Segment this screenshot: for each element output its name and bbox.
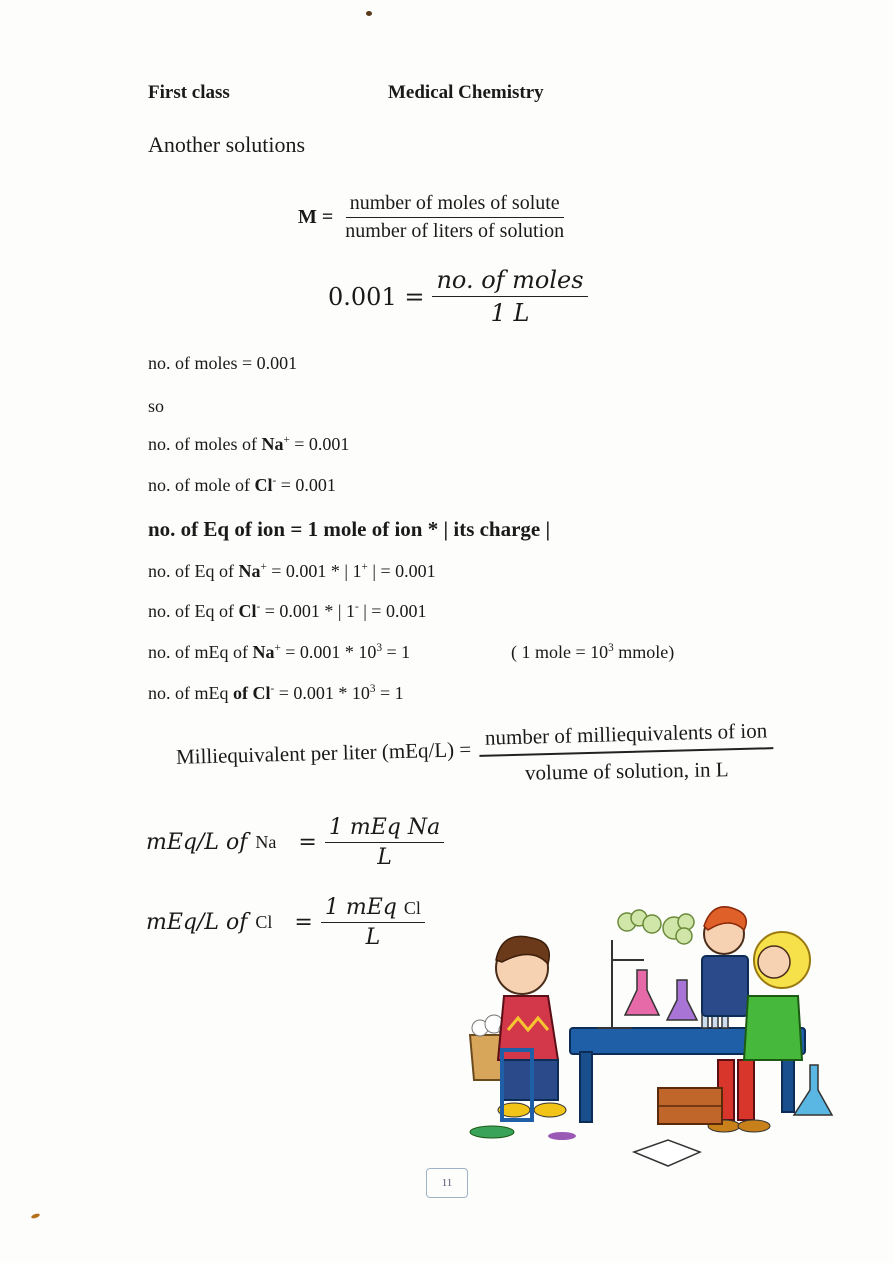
meq-per-liter-lhs: Milliequivalent per liter (mEq/L) = (175, 736, 472, 769)
scan-speck (31, 1213, 41, 1220)
na-eq-charge: + (260, 561, 267, 573)
molarity-denominator: number of liters of solution (345, 220, 565, 242)
na-meq-text: no. of mEq of (148, 642, 253, 662)
na-meq-per-liter (146, 815, 444, 870)
page-number: 11 (426, 1168, 468, 1198)
header-subject: Medical Chemistry (388, 82, 544, 103)
na-meq-result: = 1 (382, 642, 411, 662)
na-eq-result: | = 0.001 (367, 561, 436, 581)
cl-formula-numerator-ion: Cl (403, 898, 421, 918)
cl-formula-lhs: mEq/L of (146, 910, 248, 935)
note-unit: mmole) (613, 642, 675, 662)
cl-eq-line (148, 601, 426, 622)
na-formula-numerator: 1 mEq Na (325, 815, 444, 843)
cl-formula-fraction (321, 895, 425, 950)
scan-speck (366, 11, 372, 16)
na-formula-ion: Na (255, 832, 277, 852)
floor-items (470, 1126, 700, 1166)
moles-line: no. of moles = 0.001 (148, 353, 298, 373)
na-eq-ion: Na (238, 561, 261, 581)
cl-meq-text: no. of mEq (148, 683, 233, 703)
cl-meq-ion: Cl (252, 683, 271, 703)
na-formula-equals: = (298, 830, 317, 855)
na-meq-line (148, 642, 410, 663)
wooden-crate (658, 1088, 722, 1124)
calc-denominator: 1 L (490, 299, 530, 327)
na-eq-text: no. of Eq of (148, 561, 239, 581)
cl-eq-result: | = 0.001 (358, 601, 427, 621)
girl-blonde (744, 932, 810, 1060)
na-formula-denominator: L (377, 845, 392, 870)
meq-per-liter-denominator: volume of solution, in L (524, 757, 729, 785)
cl-formula-numerator (321, 895, 425, 923)
na-eq-line (148, 561, 436, 582)
na-meq-exp: 3 (376, 642, 383, 654)
molarity-fraction (341, 192, 568, 243)
cl-meq-charge: - (270, 683, 275, 695)
na-meq-charge: + (274, 642, 281, 654)
header-course: First class (148, 82, 230, 103)
cl-moles-value: = 0.001 (276, 475, 336, 495)
cl-formula-equals: = (294, 910, 313, 935)
cl-formula-ion: Cl (255, 912, 273, 932)
cl-meq-per-liter (146, 895, 425, 950)
na-meq-calc: = 0.001 * 10 (280, 642, 377, 662)
molarity-formula (298, 192, 568, 243)
cl-charge: - (272, 475, 277, 487)
cl-formula-denominator: L (365, 925, 381, 950)
mole-conversion-note (511, 642, 674, 663)
na-moles-value: = 0.001 (289, 434, 350, 454)
cl-meq-line (148, 683, 404, 704)
smoke-clouds (618, 910, 694, 944)
na-formula-lhs: mEq/L of (146, 830, 248, 855)
na-moles-text: no. of moles of (148, 434, 262, 454)
cl-meq-exp: 3 (369, 683, 376, 695)
cl-meq-of: of (233, 683, 248, 703)
so-line: so (148, 396, 165, 416)
cl-moles-text: no. of mole of (148, 475, 255, 495)
cl-eq-text: no. of Eq of (148, 601, 239, 621)
section-title: Another solutions (148, 132, 306, 157)
calc-formula (328, 266, 588, 327)
cl-formula-numerator-text: 1 mEq (324, 895, 397, 920)
na-formula-fraction (325, 815, 444, 870)
na-eq-calc: = 0.001 * | 1 (266, 561, 362, 581)
cl-eq-calc: = 0.001 * | 1 (260, 601, 355, 621)
meq-per-liter-fraction (479, 718, 773, 785)
na-eq-charge2: + (361, 561, 368, 573)
cl-moles-line (148, 475, 336, 496)
cl-eq-ion: Cl (238, 601, 257, 621)
calc-numerator: no. of moles (432, 266, 587, 297)
meq-per-liter-numerator: number of milliequivalents of ion (479, 718, 774, 757)
molarity-symbol: M = (298, 206, 334, 228)
cl-eq-charge: - (256, 601, 261, 613)
calc-fraction (432, 266, 587, 327)
na-ion: Na (261, 434, 284, 454)
calc-lhs: 0.001 = (328, 282, 425, 311)
na-moles-line (148, 434, 349, 455)
cl-meq-result: = 1 (375, 683, 404, 703)
molarity-numerator: number of moles of solute (346, 192, 564, 218)
note-exp: 3 (608, 642, 614, 654)
cl-eq-charge2: - (354, 601, 359, 613)
eq-rule: no. of Eq of ion = 1 mole of ion * | its charge | (148, 517, 551, 541)
meq-per-liter-formula (175, 718, 774, 785)
chemistry-kids-illustration (462, 900, 847, 1185)
na-meq-ion: Na (252, 642, 275, 662)
cl-ion: Cl (254, 475, 273, 495)
cl-meq-calc: = 0.001 * 10 (274, 683, 370, 703)
note-text: ( 1 mole = 10 (511, 642, 609, 662)
na-charge: + (283, 434, 290, 446)
